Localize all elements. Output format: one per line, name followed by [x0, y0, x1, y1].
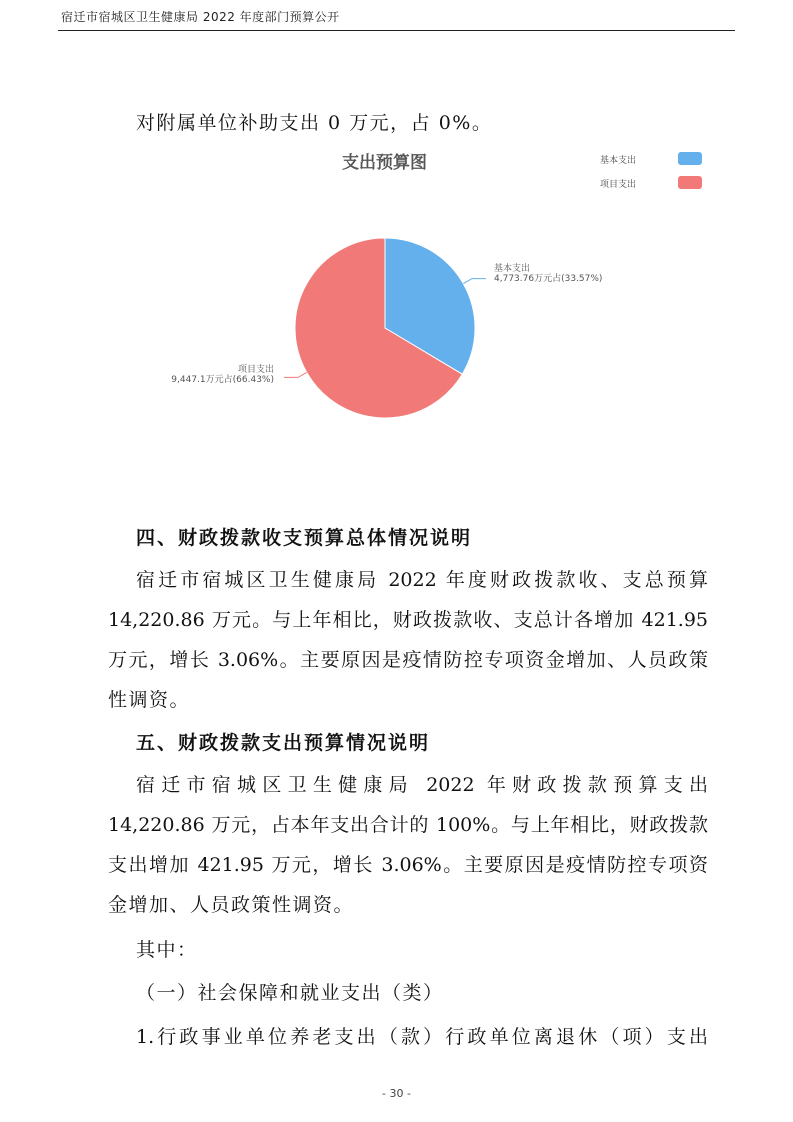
page-number: - 30 -	[382, 1087, 411, 1100]
section5-heading: 五、财政拨款支出预算情况说明	[136, 732, 431, 754]
section4-line-1: 宿迁市宿城区卫生健康局 2022 年度财政拨款收、支总预算	[136, 569, 708, 591]
slice-label-basic-name: 基本支出	[494, 264, 531, 274]
among-label: 其中：	[136, 939, 198, 961]
leader-line-basic	[463, 279, 486, 284]
section5-line-2: 14,220.86 万元，占本年支出合计的 100%。与上年相比，财政拨款	[108, 814, 708, 836]
section5-line-4: 金增加、人员政策性调资。	[108, 894, 355, 916]
chart-title: 支出预算图	[342, 153, 427, 173]
section5-line-3: 支出增加 421.95 万元，增长 3.06%。主要原因是疫情防控专项资	[108, 854, 708, 876]
legend-label-project: 项目支出	[600, 180, 637, 190]
header-divider	[58, 30, 735, 31]
legend-label-basic: 基本支出	[600, 156, 637, 166]
intro-line: 对附属单位补助支出 0 万元，占 0%。	[136, 112, 493, 134]
slice-label-basic-value: 4,773.76万元占(33.57%)	[494, 274, 603, 284]
category-line: （一）社会保障和就业支出（类）	[136, 982, 444, 1004]
slice-label-basic	[494, 264, 602, 284]
section4-heading: 四、财政拨款收支预算总体情况说明	[136, 527, 473, 549]
pie-svg	[130, 140, 720, 440]
section5-line-1: 宿迁市宿城区卫生健康局 2022 年财政拨款预算支出	[136, 774, 708, 796]
item1-line: 1.行政事业单位养老支出（款）行政单位离退休（项）支出	[136, 1026, 708, 1048]
section4-line-3: 万元，增长 3.06%。主要原因是疫情防控专项资金增加、人员政策	[108, 649, 708, 671]
section4-line-2: 14,220.86 万元。与上年相比，财政拨款收、支总计各增加 421.95	[108, 609, 708, 631]
page-header-title: 宿迁市宿城区卫生健康局 2022 年度部门预算公开	[61, 10, 340, 24]
slice-label-project	[158, 365, 274, 385]
section4-line-4: 性调资。	[108, 689, 191, 711]
slice-label-project-name: 项目支出	[237, 365, 274, 375]
budget-pie-chart	[130, 140, 720, 440]
leader-line-project	[284, 372, 307, 377]
slice-label-project-value: 9,447.1万元占(66.43%)	[171, 375, 274, 385]
